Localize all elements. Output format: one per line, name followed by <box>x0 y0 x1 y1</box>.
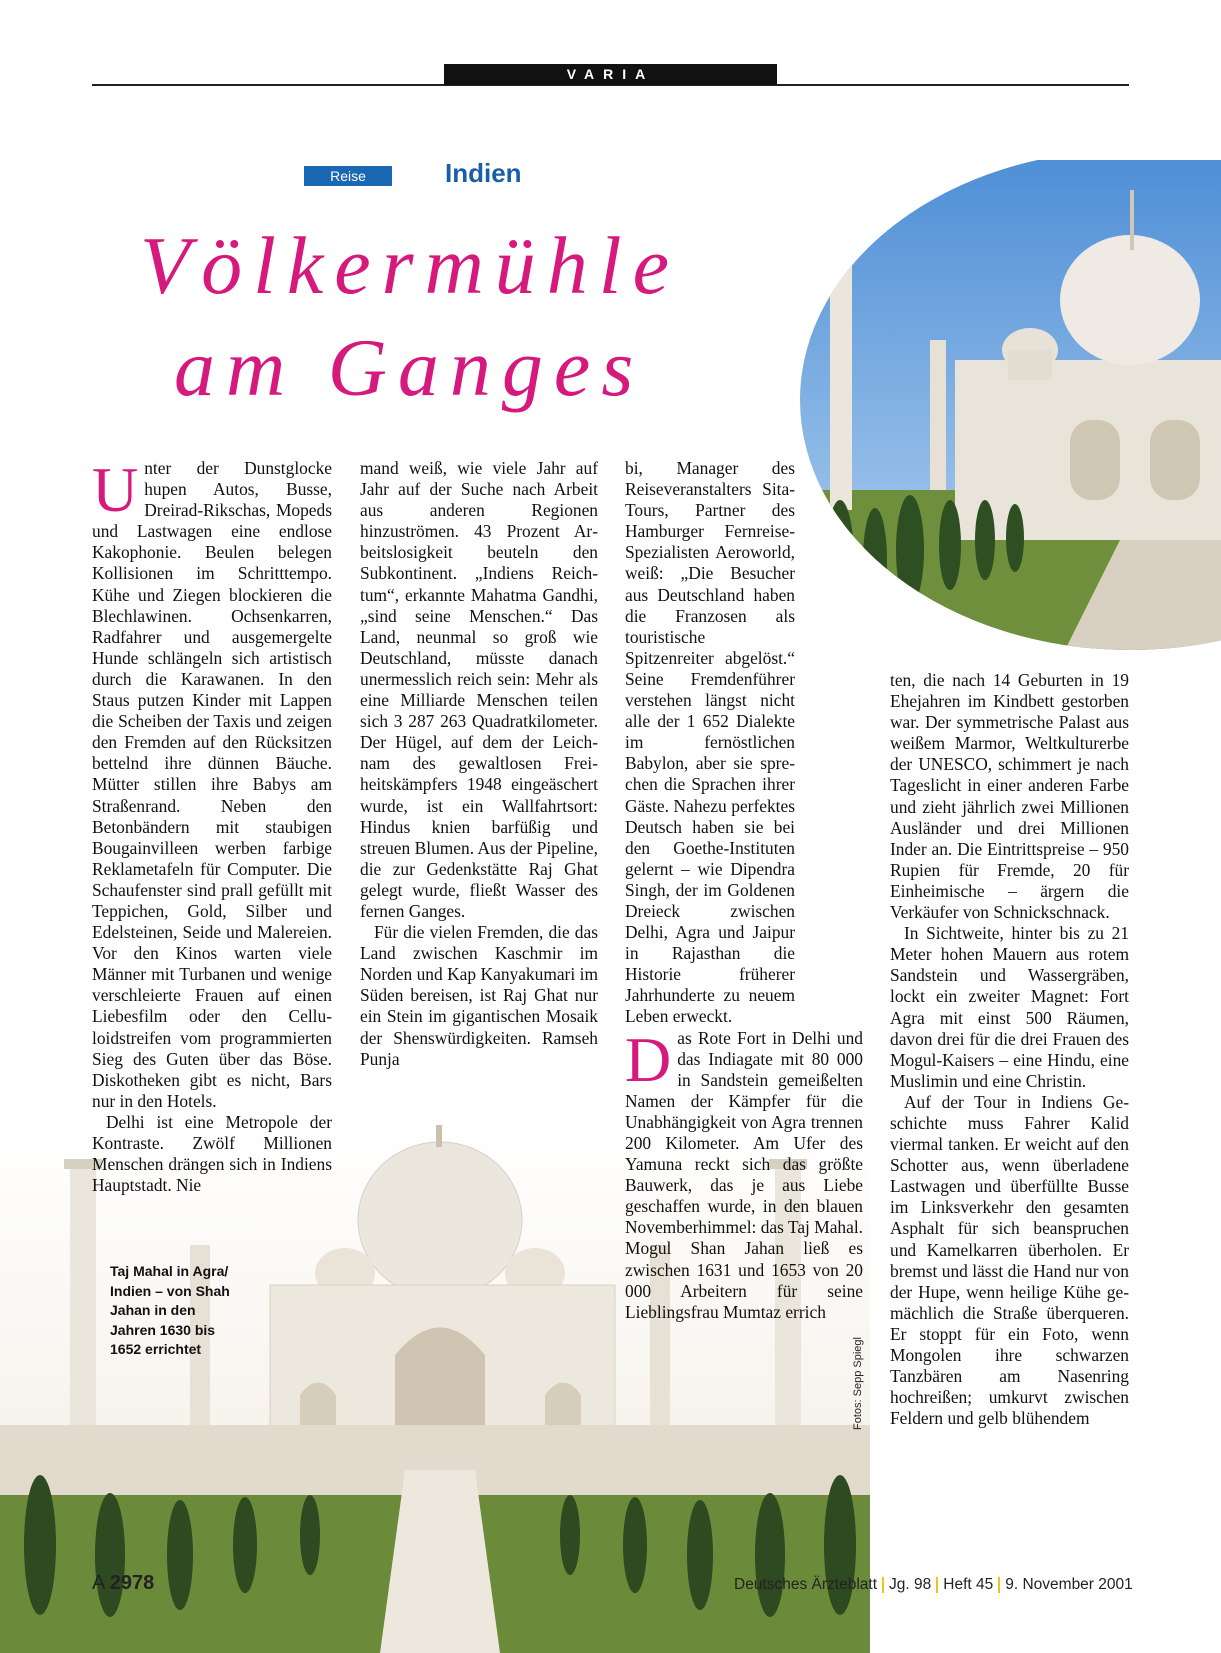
headline <box>140 215 840 419</box>
paragraph-text: nter der Dunstglocke hupen Autos, Busse, Dreirad-Rikschas, Mopeds und Lastwagen eine endlose Kakophonie. Beulen belegen Kollisionen im Schritttempo. Kühe und Ziegen blockieren die Blechlawinen. Ochsenkarren, Radfahrer und ausgemergelte Hunde schlängeln sich artistisch durch die Karawanen. In den Staus putzen Kinder mit Lappen die Scheiben der Taxis und zeigen den Fremden auf den Rücksitzen bettelnd ihre dünnen Bäuche. Mütter stillen ihre Babys am Straßenrand. Neben den Betonbändern mit staubigen Bougainvilleen werben farbige Reklametafeln für Computer. Die Schaufenster sind prall gefüllt mit Teppichen, Gold, Silber und Edelsteinen, Seide und Malereien. Vor den Kinos warten viele Männer mit Turbanen und wenige verschleierte Frauen auf einen Liebesfilm oder den Celluloidstreifen vom programmierten Sieg des Guten über das Böse. Diskotheken gibt es nicht, Bars nur in den Hotels. <box>92 458 332 1111</box>
headline-line-1: Völkermühle <box>140 220 680 311</box>
paragraph <box>625 1023 864 1323</box>
separator <box>936 1577 938 1593</box>
drop-cap: U <box>92 454 139 525</box>
topic-label: Indien <box>445 158 522 188</box>
article-column-3 <box>625 458 863 1323</box>
rubric-badge: Reise <box>304 166 392 186</box>
paragraph <box>92 454 332 1112</box>
issue-date: 9. November 2001 <box>1005 1576 1133 1593</box>
page-number <box>92 1572 154 1595</box>
paragraph: mand weiß, wie viele Jahr auf Jahr auf der Suche nach Arbeit aus anderen Regionen hinzuströmen. 43 Prozent Arbeitslosigkeit beuteln den Subkontinent. „Indiens Reichtum“, erkannte Mahatma Gandhi, „sind seine Menschen.“ Das Land, neunmal so groß wie Deutschland, müsste danach unermesslich reich sein: Mehr als eine Milliarde Menschen teilen sich 3 287 263 Quadratkilometer. Der Hügel, auf dem der Leichnam des gewaltlosen Freiheitskämpfers 1948 eingeäschert wurde, ist ein Wallfahrtsort: Hindus knien barfüßig und streuen Blumen. Aus der Pipeline, die zur Gedenkstätte Raj Ghat gelegt wurde, fließt Wasser des fernen Ganges. <box>360 458 598 921</box>
journal-name: Deutsches Ärzteblatt <box>734 1576 878 1593</box>
photo-caption: Taj Mahal in Agra/ Indien – von Shah Jahan in den Jahren 1630 bis 1652 errichtet <box>110 1263 230 1357</box>
taj-mahal-photo-top <box>800 160 1221 680</box>
paragraph: bi, Manager des Reiseveranstalters Sita-Tours, Partner des Hamburger Fernreise-Spezialisten Aeroworld, weiß: „Die Besucher aus Deutschland haben die Franzosen als touristische Spitzenreiter abgelöst.“ Seine Fremdenführer verstehen längst nicht alle der 1 652 Dialekte im fernöstlichen Babylon, aber sie sprechen die Sprachen ihrer Gäste. Nahezu perfektes Deutsch haben sie bei den Goethe-Instituten gelernt – wie Dipendra Singh, der im Goldenen Dreieck zwischen Delhi, Agra und Jaipur in Rajasthan die Historie früherer Jahrhunderte zu neuem Leben erweckt. <box>625 458 795 1027</box>
headline-line-2: am Ganges <box>174 322 645 413</box>
issue: Heft 45 <box>943 1576 994 1593</box>
paragraph: In Sichtweite, hinter bis zu 21 Meter hohen Mauern aus rotem Sandstein und Wassergräben, lockt ein zweiter Magnet: Fort Agra mit einst 500 Räumen, davon drei für die drei Frauen des Mogul-Kaisers – eine Hindu, eine Muslimin und eine Christin. <box>890 923 1129 1091</box>
page-prefix: A <box>92 1572 105 1594</box>
paragraph: Delhi ist eine Metropole der Kontraste. Zwölf Millionen Menschen drängen sich in Indiens Hauptstadt. Nie <box>92 1111 332 1196</box>
page-number-value: 2978 <box>109 1572 155 1594</box>
article-column-4 <box>890 670 1129 1429</box>
article-column-2 <box>360 458 598 1070</box>
footer-info <box>734 1576 1133 1594</box>
article-column-1 <box>92 454 332 1196</box>
separator <box>998 1577 1000 1593</box>
paragraph-text: as Rote Fort in Delhi und das Indiagate mit 80 000 in Sandstein gemeißelten Namen der Kämpfer für die Unabhängigkeit von Agra trennen 200 Kilometer. Am Ufer des Yamuna reckt sich das größte Bauwerk, das je aus Liebe geschaffen wurde, in den blauen Novemberhimmel: das Taj Mahal. Mogul Shan Jahan ließ es zwischen 1631 und 1653 von 20 000 Arbeitern für seine Lieblingsfrau Mumtaz errich <box>625 1027 864 1322</box>
section-label: VARIA <box>444 64 777 85</box>
paragraph: Auf der Tour in Indiens Geschichte muss Fahrer Kalid viermal tanken. Er weicht auf den Schotter aus, wenn überladene Lastwagen und überfüllte Busse im Linksverkehr den gesamten Asphalt für sich beanspruchen und Kamelkarren überholen. Er bremst und lässt die Hand nur von der Hupe, wenn heilige Kühe gemächlich die Straße überqueren. Er stoppt für ein Foto, wenn Mongolen ihre schwarzen Tanzbären am Nasenring hochreißen; umkurvt zwischen Feldern und gelb blühendem <box>890 1091 1129 1429</box>
volume: Jg. 98 <box>889 1576 932 1593</box>
photo-credit: Fotos: Sepp Spiegl <box>852 1337 864 1430</box>
paragraph: ten, die nach 14 Geburten in 19 Ehejahren im Kindbett gestorben war. Der symmetrische Palast aus weißem Marmor, Weltkulturerbe der UNESCO, schimmert je nach Tageslicht in einer anderen Farbe und zieht jährlich zwei Millionen Ausländer und drei Millionen Inder an. Die Eintrittspreise – 950 Rupien für Fremde, 20 für Einheimische – ärgern die Verkäufer von Schnickschnack. <box>890 670 1129 923</box>
separator <box>882 1577 884 1593</box>
drop-cap: D <box>625 1023 672 1095</box>
paragraph: Für die vielen Fremden, die das Land zwischen Kaschmir im Norden und Kap Kanyakumari im Süden bereisen, ist Raj Ghat nur ein Stein im gigantischen Mosaik der Shenswürdigkeiten. Ramseh Punja <box>360 922 598 1069</box>
